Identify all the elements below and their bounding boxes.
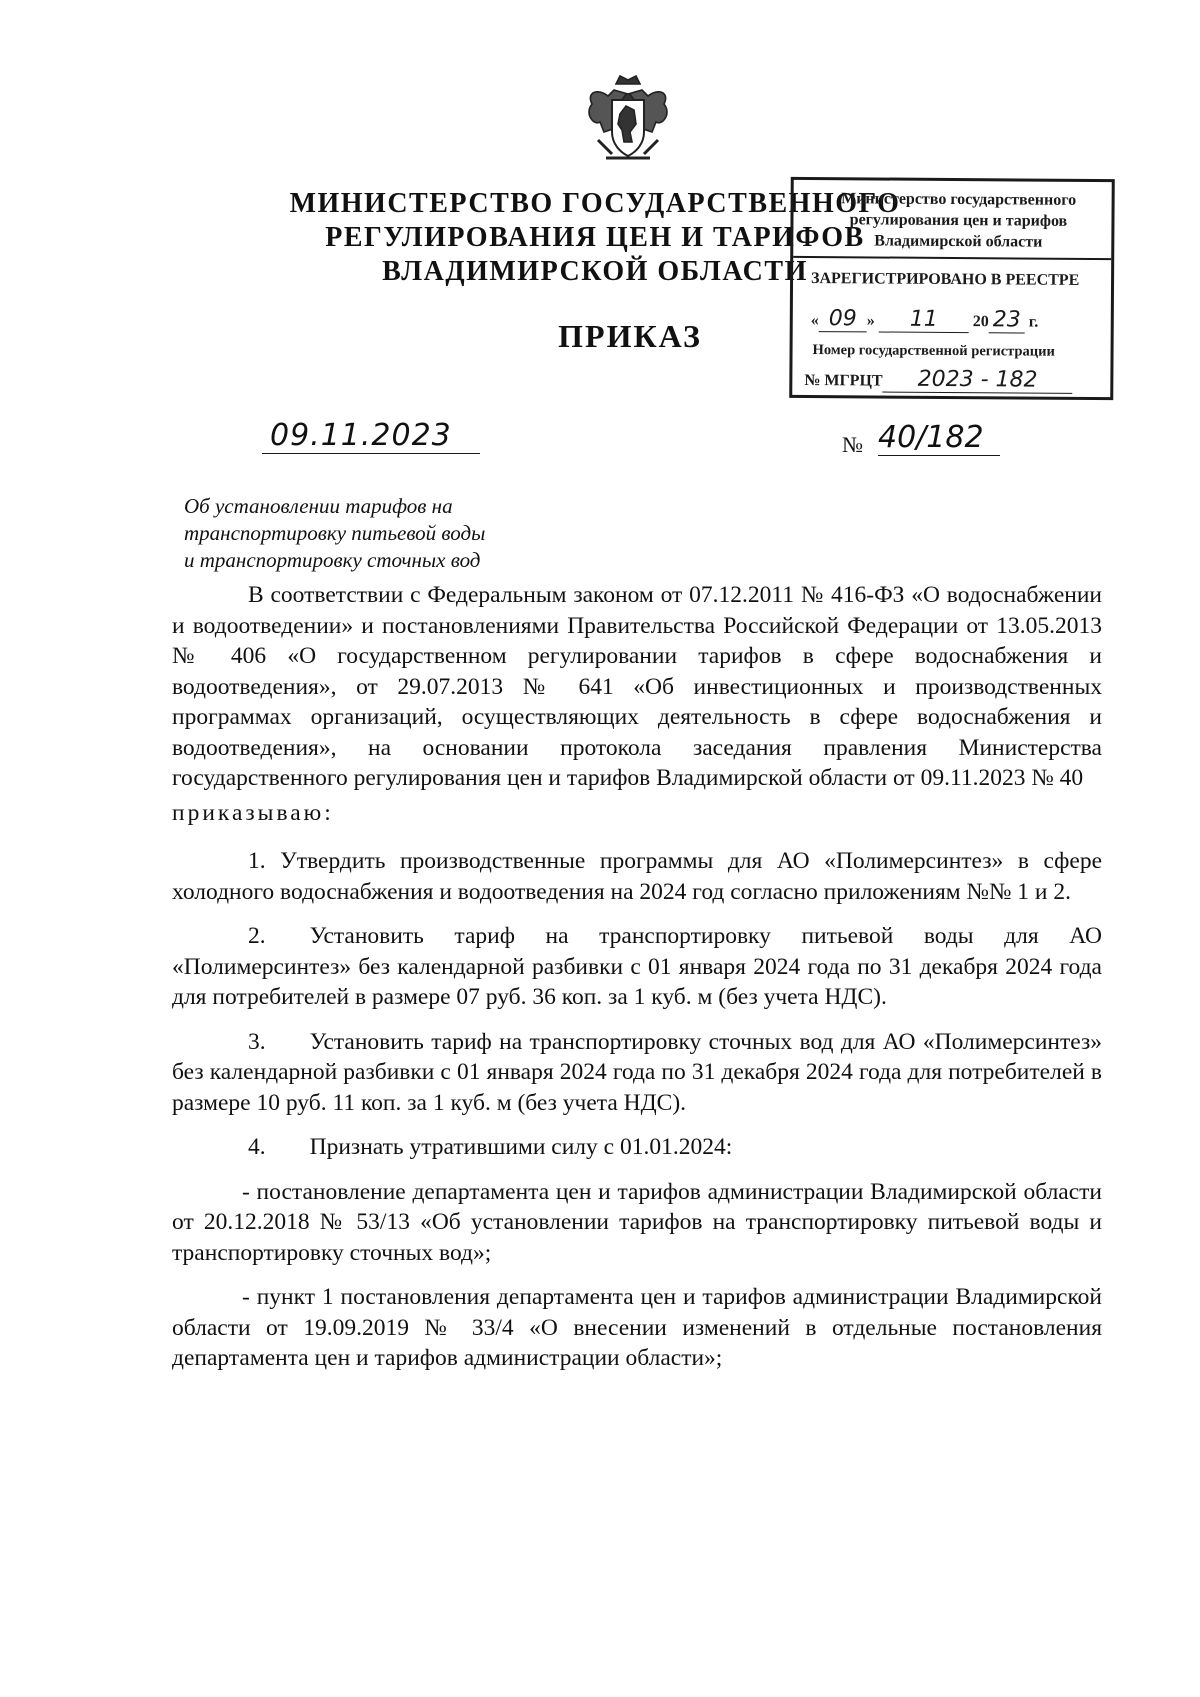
stamp-number-line <box>804 366 1072 394</box>
stamp-registered-text: ЗАРЕГИСТРИРОВАНО В РЕЕСТРЕ <box>811 270 1080 289</box>
stamp-number-prefix: № МГРЦТ <box>804 371 883 390</box>
order-item-4 <box>172 1132 1102 1163</box>
stamp-header-line-2: регулирования цен и тарифов <box>849 211 1068 230</box>
stamp-number-caption: Номер государственной регистрации <box>812 342 1055 360</box>
order-title: ПРИКАЗ <box>558 318 702 354</box>
order-word: приказываю: <box>172 799 334 826</box>
order-item-3 <box>172 1027 1102 1119</box>
stamp-date-open-quote: « <box>810 312 819 330</box>
order-word-paragraph <box>172 798 1102 829</box>
order-item-2-number: 2. <box>248 923 266 949</box>
stamp-date-close-quote: » <box>866 312 875 330</box>
ministry-title-line-3: ВЛАДИМИРСКОЙ ОБЛАСТИ <box>382 256 808 287</box>
order-item-2 <box>172 921 1102 1013</box>
stamp-header <box>813 188 1103 253</box>
stamp-date-line <box>811 306 1101 334</box>
document-number: 40/182 <box>878 420 1000 456</box>
order-item-3-text: Установить тариф на транспортировку сточных вод для АО «Полимерсинтез» без календарной разбивки с 01 января 2024 года по 31 декабря 2024 года для потребителей в размере 10 руб. 11 коп. за 1 куб. м (без учета НДС). <box>172 1028 1102 1116</box>
order-item-4-number: 4. <box>248 1134 266 1160</box>
stamp-date-year-prefix: 20 <box>972 313 989 331</box>
ministry-title-line-1: МИНИСТЕРСТВО ГОСУДАРСТВЕННОГО <box>289 188 901 219</box>
document-number-label: № <box>842 432 863 457</box>
registration-stamp <box>789 177 1115 400</box>
stamp-number-value: 2023 - 182 <box>883 367 1073 394</box>
stamp-date-year-suffix: 23 <box>989 307 1025 333</box>
repealed-subitem-2: - пункт 1 постановления департамента цен и тарифов администрации Владимирской области от 19.09.2019 № 33/4 «О внесении изменений в отдельные постановления департамента цен и тарифов администрации области»; <box>172 1284 1102 1371</box>
stamp-date-day: 09 <box>819 306 867 332</box>
stamp-date-year-label: г. <box>1028 313 1039 331</box>
ministry-title-line-2: РЕГУЛИРОВАНИЯ ЦЕН И ТАРИФОВ <box>325 222 865 253</box>
stamp-divider <box>793 256 1111 260</box>
subject-line-3: и транспортировку сточных вод <box>184 548 481 572</box>
order-item-2-text: Установить тариф на транспортировку питьевой воды для АО «Полимерсинтез» без календарной разбивки с 01 января 2024 года по 31 декабря 2024 года для потребителей в размере 07 руб. 36 коп. за 1 куб. м (без учета НДС). <box>172 923 1102 1010</box>
document-subject <box>184 493 544 574</box>
document-body <box>172 580 1102 1388</box>
subject-line-1: Об установлении тарифов на <box>184 494 453 518</box>
stamp-header-line-1: Министерство государственного <box>841 190 1077 209</box>
document-date: 09.11.2023 <box>262 418 480 454</box>
order-item-3-number: 3. <box>248 1028 266 1055</box>
repealed-subitem-1: - постановление департамента цен и тарифов администрации Владимирской области от 20.12.2018 № 53/13 «Об установлении тарифов на транспортировку питьевой воды и транспортировку сточных вод»; <box>172 1178 1102 1266</box>
stamp-date-month: 11 <box>879 306 969 333</box>
stamp-header-line-3: Владимирской области <box>874 232 1043 251</box>
order-item-1-text: Утвердить производственные программы для АО «Полимерсинтез» в сфере холодного водоснабжения и водоотведения на 2024 год согласно приложениям №№ 1 и 2. <box>172 848 1103 905</box>
subject-line-2: транспортировку питьевой воды <box>184 521 486 545</box>
order-item-1-number: 1. <box>248 848 266 874</box>
preamble-paragraph: В соответствии с Федеральным законом от 07.12.2011 № 416-ФЗ «О водоснабжении и водоотведении» и постановлениями Правительства Российской Федерации от 13.05.2013 № 406 «О государственном регулировании тарифов в сфере водоснабжения и водоотведения», от 29.07.2013 № 641 «Об инвестиционных и производственных программах организаций, осуществляющих деятельность в сфере водоснабжения и водоотведения», на основании протокола заседания правления Министерства государственного регулирования цен и тарифов Владимирской области от 09.11.2023 № 40 <box>172 582 1102 791</box>
coat-of-arms-emblem <box>578 70 678 170</box>
order-item-1 <box>172 846 1102 907</box>
order-item-4-text: Признать утратившими силу с 01.01.2024: <box>309 1134 733 1160</box>
